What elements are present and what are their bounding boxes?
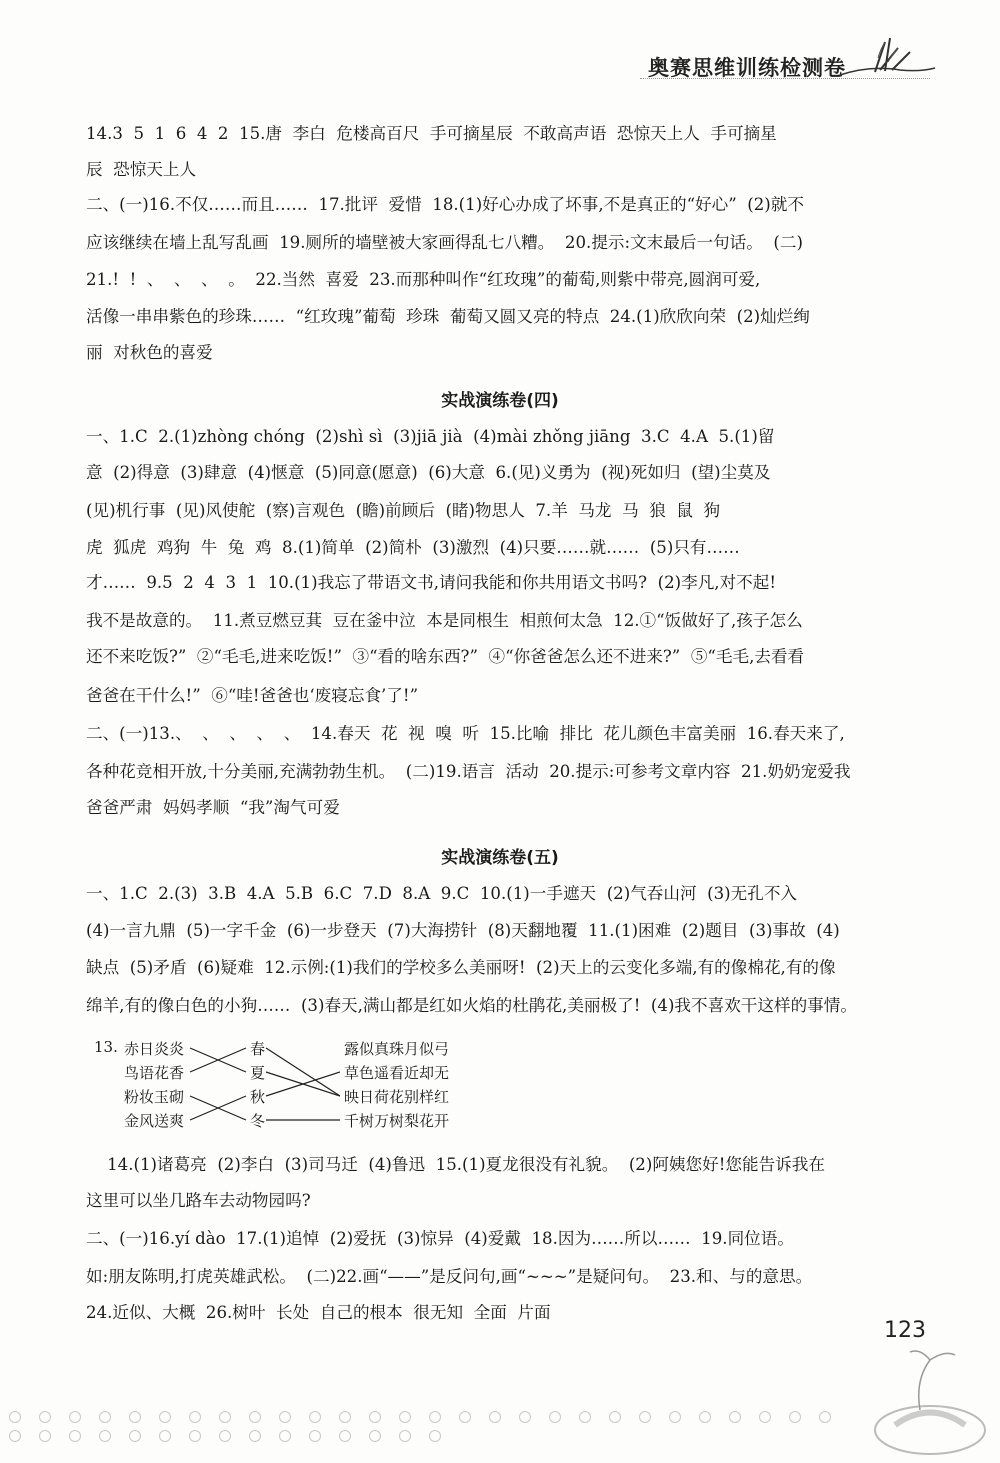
answer-line: 14.3 5 1 6 4 2 15.唐 李白 危楼高百尺 手可摘星辰 不敢高声语 恐惊天上人 手可摘星 bbox=[86, 124, 777, 143]
answer-line: 如:朋友陈明,打虎英雄武松。 (二)22.画“——”是反问句,画“~~~”是疑问句。 23.和、与的意思。 bbox=[86, 1267, 813, 1286]
header-title: 奥赛思维训练检测卷 bbox=[648, 56, 846, 80]
answer-line: 21.! ! 、 、 、 。 22.当然 喜爱 23.而那种叫作“红玫瑰”的葡萄,则紫中带亮,圆润可爱, bbox=[86, 270, 761, 289]
matching-right-item: 露似真珠月似弓 bbox=[344, 1040, 450, 1058]
answer-line: 还不来吃饭?” ②“毛毛,进来吃饭!” ③“看的啥东西?” ④“你爸爸怎么还不进来?” ⑤“毛毛,去看看 bbox=[86, 647, 805, 666]
matching-left-item: 金风送爽 bbox=[124, 1112, 185, 1130]
matching-right-item: 映日荷花别样红 bbox=[344, 1088, 450, 1106]
answer-line: (4)一言九鼎 (5)一字千金 (6)一步登天 (7)大海捞针 (8)天翻地覆 11.(1)困难 (2)题目 (3)事故 (4) bbox=[86, 921, 840, 940]
matching-season: 秋 bbox=[250, 1088, 266, 1106]
answer-line: (见)机行事 (见)风使舵 (察)言观色 (瞻)前顾后 (睹)物思人 7.羊 马龙 马 狼 鼠 狗 bbox=[86, 501, 721, 520]
answer-line: 一、1.C 2.(1)zhòng chóng (2)shì sì (3)jiā jià (4)mài zhǒng jiāng 3.C 4.A 5.(1)留 bbox=[86, 427, 775, 446]
answer-line: 爸爸严肃 妈妈孝顺 “我”淘气可爱 bbox=[86, 798, 340, 817]
answer-line: 缺点 (5)矛盾 (6)疑难 12.示例:(1)我们的学校多么美丽呀! (2)天上的云变化多端,有的像棉花,有的像 bbox=[86, 958, 836, 977]
answer-line: 各种花竞相开放,十分美丽,充满勃勃生机。 (二)19.语言 活动 20.提示:可参考文章内容 21.奶奶宠爱我 bbox=[86, 762, 851, 781]
matching-right-item: 草色遥看近却无 bbox=[344, 1064, 450, 1082]
answer-line: 24.近似、大概 26.树叶 长处 自己的根本 很无知 全面 片面 bbox=[86, 1303, 551, 1322]
page-number: 123 bbox=[884, 1318, 926, 1343]
answer-line: 才…… 9.5 2 4 3 1 10.(1)我忘了带语文书,请问我能和你共用语文书吗? (2)李凡,对不起! bbox=[86, 573, 777, 592]
answer-line: 绵羊,有的像白色的小狗…… (3)春天,满山都是红如火焰的杜鹃花,美丽极了! (4)我不喜欢干这样的事情。 bbox=[86, 996, 857, 1015]
answer-line: 意 (2)得意 (3)肆意 (4)惬意 (5)同意(愿意) (6)大意 6.(见)义勇为 (视)死如归 (望)尘莫及 bbox=[86, 463, 771, 482]
match-line bbox=[266, 1048, 340, 1096]
matching-season: 夏 bbox=[250, 1064, 266, 1082]
answer-line: 这里可以坐几路车去动物园吗? bbox=[86, 1191, 311, 1210]
matching-number: 13. bbox=[94, 1038, 118, 1056]
matching-right-item: 千树万树梨花开 bbox=[344, 1112, 450, 1130]
answer-line: 一、1.C 2.(3) 3.B 4.A 5.B 6.C 7.D 8.A 9.C 10.(1)一手遮天 (2)气吞山河 (3)无孔不入 bbox=[86, 884, 798, 903]
answer-line: 活像一串串紫色的珍珠…… “红玫瑰”葡萄 珍珠 葡萄又圆又亮的特点 24.(1)欣欣向荣 (2)灿烂绚 bbox=[86, 307, 810, 326]
answer-line: 二、(一)13.、 、 、 、 、 14.春天 花 视 嗅 听 15.比喻 排比 花儿颜色丰富美丽 16.春天来了, bbox=[86, 724, 845, 743]
matching-left-item: 鸟语花香 bbox=[124, 1064, 185, 1082]
matching-season: 冬 bbox=[250, 1112, 266, 1130]
answer-line: 二、(一)16.yí dào 17.(1)追悼 (2)爱抚 (3)惊异 (4)爱戴 18.因为……所以…… 19.同位语。 bbox=[86, 1229, 794, 1248]
matching-left-item: 赤日炎炎 bbox=[124, 1040, 185, 1058]
matching-lines bbox=[180, 1030, 340, 1130]
answer-line: 丽 对秋色的喜爱 bbox=[86, 343, 213, 362]
section-title-5: 实战演练卷(五) bbox=[441, 848, 559, 868]
matching-season: 春 bbox=[250, 1040, 266, 1058]
footer-dot-row bbox=[0, 1408, 860, 1428]
answer-line: 辰 恐惊天上人 bbox=[86, 160, 197, 179]
matching-left-item: 粉妆玉砌 bbox=[124, 1088, 185, 1106]
answer-line: 14.(1)诸葛亮 (2)李白 (3)司马迁 (4)鲁迅 15.(1)夏龙很没有礼貌。 (2)阿姨您好!您能告诉我在 bbox=[86, 1155, 825, 1174]
answer-line: 爸爸在干什么!” ⑥“哇!爸爸也‘废寝忘食’了!” bbox=[86, 686, 419, 705]
section-title-4: 实战演练卷(四) bbox=[441, 391, 559, 411]
answer-line: 应该继续在墙上乱写乱画 19.厕所的墙壁被大家画得乱七八糟。 20.提示:文末最后一句话。 (二) bbox=[86, 233, 803, 252]
answer-line: 虎 狐虎 鸡狗 牛 兔 鸡 8.(1)简单 (2)简朴 (3)激烈 (4)只要……就…… (5)只有…… bbox=[86, 538, 740, 557]
corner-sprout-icon bbox=[860, 1330, 1000, 1463]
bamboo-ornament-icon bbox=[830, 30, 940, 90]
answer-line: 二、(一)16.不仅……而且…… 17.批评 爱惜 18.(1)好心办成了坏事,不是真正的“好心” (2)就不 bbox=[86, 195, 804, 214]
answer-line: 我不是故意的。 11.煮豆燃豆萁 豆在釜中泣 本是同根生 相煎何太急 12.①“饭做好了,孩子怎么 bbox=[86, 611, 803, 630]
